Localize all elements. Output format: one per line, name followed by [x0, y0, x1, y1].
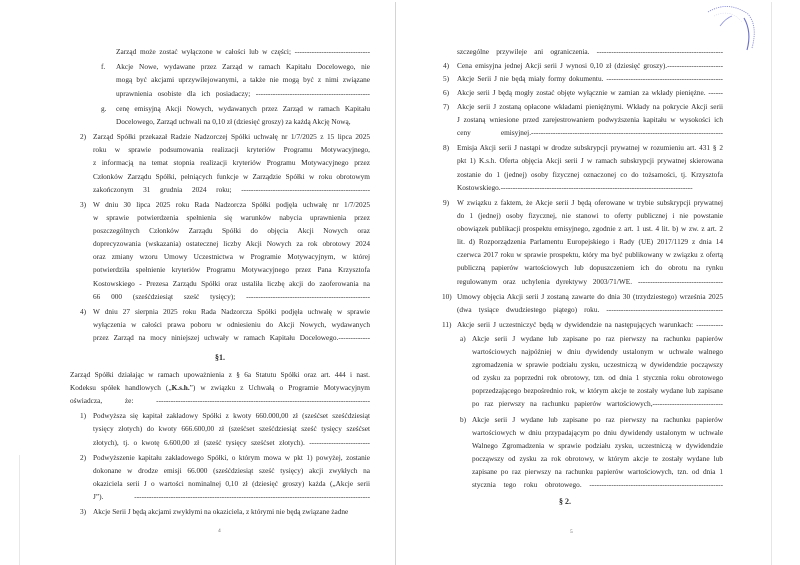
document-page-left [0, 0, 395, 565]
text-line: Emisja Akcji serii J nastąpi w drodze subskrypcji prywatnej w rozumieniu art. 431 § 2 [457, 143, 723, 153]
text-line: Akcje serii J zostaną opłacone wkładami pieniężnymi. Wkłady na pokrycie Akcji serii [457, 101, 723, 111]
list-marker: 3) [80, 199, 87, 209]
list-marker: f. [101, 62, 106, 72]
list-marker: b) [460, 414, 467, 424]
text-line: tysięcy złotych) do kwoty 666.600,00 zł (sześćset sześćdziesiąt sześć tysięcy sześćset [93, 424, 370, 434]
text-line: czerwca 2017 roku w sprawie prospektu, który ma być publikowany w związku z ofertą [457, 250, 723, 260]
text-line: złotych), tj. o kwotę 6.600,00 zł (sześć tysięcy sześćset złotych). ------------------------- [93, 437, 370, 447]
list-marker: 2) [80, 132, 87, 142]
text-line: Akcje Nowe, wydawane przez Zarząd w ramach Kapitału Docelowego, nie [116, 62, 370, 72]
text-line: okaziciela serii J o wartości nominalnej 0,10 zł (dziesięć groszy) każda („Akcje serii [93, 479, 370, 488]
text-line: Zarząd może zostać wyłączone w całości lub w części; ------------------------------- [116, 47, 370, 56]
section-heading: §1. [215, 353, 225, 362]
text-line: W związku z faktem, że Akcje serii J będą oferowane w trybie subskrypcji prywatnej [457, 197, 723, 207]
page-number: 4 [218, 528, 221, 534]
list-marker: 8) [443, 143, 450, 153]
text-line: Akcje Serii J nie będą miały formy dokumentu. ------------------------------------------------ [457, 74, 723, 84]
text-line: cenę emisyjną Akcji Nowych, wydawanych przez Zarząd w ramach Kapitału [116, 103, 370, 113]
text-line: Kodeksu spółek handlowych („K.s.h.”) w związku z Uchwałą o Programie Motywacyjnym [70, 383, 370, 393]
text-line: wyłączenia w całości prawa poboru w odniesieniu do Akcji Nowych, wydawanych [93, 320, 370, 329]
text-line: Akcje serii J będą mogły zostać objęte wyłącznie w zamian za wkłady pieniężne. ------ [457, 88, 723, 98]
text-line: wartościowych najpóźniej w dniu dywidendy ustalonym w uchwale walnego [472, 347, 723, 356]
list-marker: a) [460, 333, 466, 343]
text-line: roku w sprawie podsumowania realizacji kryteriów Programu Motywacyjnego, [93, 145, 370, 155]
text-line: poszczególnych Członków Zarządu Spółki do objęcia Akcji Nowych oraz [93, 226, 370, 236]
text-line: Akcje serii J wydane lub zapisane po raz pierwszy na rachunku papierów [472, 333, 723, 343]
text-line: oraz zmiany wzoru Umowy Uczestnictwa w Programie Motywacyjnym, w której [93, 252, 370, 262]
list-marker: 6) [443, 88, 450, 98]
text-line: do 1 (jednej) osoby fizycznej, nie stanowi to oferty publicznej i nie powstanie [457, 211, 723, 220]
list-marker: 11) [442, 320, 452, 330]
text-line: lit. d) Rozporządzenia Parlamentu Europejskiego i Rady (UE) 2017/1129 z dnia 14 [457, 237, 723, 247]
text-line: Kostowskiego.------------------------------------------------------------------------------- [457, 182, 693, 192]
list-marker: 5) [443, 74, 450, 84]
text-line: (dwa tysiące dwudziestego piątego) roku. ------------------------------------------------ [457, 304, 723, 314]
text-line: publiczną papierów wartościowych lub dopuszczeniem ich do obrotu na rynku [457, 263, 723, 273]
text-line: od zysku za poprzedni rok obrotowy, tzn. od dnia 1 stycznia roku obrotowego [472, 373, 723, 383]
text-line: poprzedzającego bezpośrednio rok, w którym akcje te zostały wydane lub zapisane [472, 386, 723, 396]
page-divider [395, 2, 396, 565]
text-line: z informacją na temat stopnia realizacji kryteriów Programu Motywacyjnego przez [93, 158, 370, 168]
text-line: Zarząd Spółki działając w ramach upoważnienia z § 6a Statutu Spółki oraz art. 444 i nast. [70, 370, 370, 379]
text-line: Akcje serii J uczestniczyć będą w dywidendzie na następujących warunkach: ----------- [457, 320, 723, 330]
page-edge [19, 455, 20, 565]
list-marker: 2) [80, 452, 87, 462]
document-page-right [395, 0, 735, 565]
text-line: po raz pierwszy na rachunku papierów wartościowych,----------------------------- [472, 399, 723, 409]
text-line: Akcje serii J wydane lub zapisane po raz pierwszy na rachunku papierów [472, 414, 723, 424]
text-line: zakończonym 31 grudnia 2024 roku; ----------------------------------------------------- [93, 184, 370, 194]
text-line: począwszy od zysku za rok obrotowy, w którym akcje te zostały wydane lub [472, 454, 723, 463]
text-line: oświadcza, że: ---------------------------------------------------------------------------------------- [70, 396, 370, 406]
list-marker: 4) [443, 60, 450, 70]
text-line: Podwyższenie kapitału zakładowego Spółki, o którym mowa w pkt 1) powyżej, zostanie [93, 452, 370, 462]
list-marker: 3) [80, 507, 87, 517]
list-marker: 1) [80, 411, 87, 421]
text-line: ceny emisyjnej.------------------------------------------------------------------------------- [457, 128, 723, 137]
text-line: Docelowego, Zarząd uchwali na 0,10 zł (dziesięć groszy) za każdą Akcję Nową, [116, 116, 351, 126]
text-line: w sprawie potwierdzenia spełnienia się warunków nabycia uprawnienia przez [93, 213, 370, 222]
list-marker: 10) [442, 291, 452, 301]
text-line: Zarząd Spółki przekazał Radzie Nadzorczej Spółki uchwałę nr 1/7/2025 z 15 lipca 2025 [93, 132, 370, 142]
text-line: dokonane w drodze emisji 66.000 (sześćdziesiąt sześć tysięcy) akcji zwykłych na [93, 465, 370, 475]
text-line: Kostowskiego - Prezesa Zarządu Spółki oraz ustaliła liczbę akcji do zaoferowania na [93, 278, 370, 288]
text-line: mogą być akcjami uprzywilejowanymi, a także nie mogą być z nimi związane [116, 75, 370, 85]
text-line: W dniu 30 lipca 2025 roku Rada Nadzorcza Spółki podjęła uchwałę nr 1/7/2025 [93, 199, 370, 209]
page-edge [771, 2, 772, 565]
text-line: zapisane po raz pierwszy na rachunku papierów wartościowych, tzn. od dnia 1 [472, 467, 723, 477]
text-line: uprawnienia osobiste dla ich posiadaczy; ----------------------------------------------- [116, 88, 370, 98]
text-line: doprecyzowania (wskazania) ostatecznej liczby Akcji Nowych za rok obrotowy 2024 [93, 239, 370, 249]
text-line: Akcje Serii J będą akcjami zwykłymi na okaziciela, z którymi nie będą związane żadne [93, 507, 349, 517]
text-line: zostanie do 1 (jednej) osoby fizycznej oznaczonej co do tożsamości, tj. Krzysztofa [457, 169, 723, 179]
text-line: J”). ------------------------------------------------------------------------------------------------- [93, 492, 370, 502]
text-line: stycznia tego roku obrotowego. ------------------------------------------------------- [472, 480, 723, 490]
list-marker: 4) [80, 306, 87, 316]
text-line: Umowy objęcia Akcji serii J zostaną zawarte do dnia 30 (trzydziestego) września 2025 [457, 291, 723, 301]
text-line: zgromadzenia w sprawie podziału zysku, uczestniczą w dywidendzie począwszy [472, 360, 723, 370]
text-line: pkt 1) K.s.h. Oferta objęcia Akcji serii J w ramach subskrypcji prywatnej skierowana [457, 156, 723, 166]
list-marker: 7) [443, 101, 450, 111]
text-line: przez Zarząd na mocy niniejszej uchwały w ramach Kapitału Docelowego.------------- [93, 333, 370, 343]
text-line: Członków Zarządu Spółki, pełniących funkcje w Zarządzie Spółki w roku obrotowym [93, 171, 370, 181]
list-marker: 9) [443, 197, 450, 207]
seal-stamp-icon [700, 2, 758, 52]
page-number: 5 [570, 529, 573, 535]
list-marker: g. [101, 103, 107, 113]
text-line: Cena emisyjna jednej Akcji serii J wynosi 0,10 zł (dziesięć groszy).----------------------- [457, 60, 723, 70]
text-line: W dniu 27 sierpnia 2025 roku Rada Nadzorcza Spółki podjęła uchwałę w sprawie [93, 306, 370, 316]
section-heading: § 2. [559, 496, 571, 506]
text-line: regulowanym oraz uchylenia dyrektywy 2003/71/WE. ----------------------------------- [457, 276, 723, 286]
text-line: J zostaną wniesione przed zarejestrowaniem podwyższenia kapitału w wysokości ich [457, 114, 723, 124]
text-line: Walnego Zgromadzenia w sprawie podziału zysku, uczestniczą w dywidendzie [472, 440, 723, 450]
text-line: szczególne przywileje ani ograniczenia. ---------------------------------------------------- [457, 47, 723, 56]
text-line: wartościowych w dniu przypadającym po dniu dywidendy ustalonym w uchwale [472, 427, 723, 437]
text-line: obowiązek publikacji prospektu emisyjnego, zgodnie z art. 1 ust. 4 lit. b) w zw. z art. 2 [457, 224, 723, 234]
text-line: potwierdziła spełnienie kryteriów Programu Motywacyjnego przez Pana Krzysztofa [93, 265, 370, 275]
text-line: Podwyższa się kapitał zakładowy Spółki z kwoty 660.000,00 zł (sześćset sześćdziesiąt [93, 411, 370, 421]
text-line: 66 000 (sześćdziesiąt sześć tysięcy); --------------------------------------------------- [93, 291, 370, 301]
